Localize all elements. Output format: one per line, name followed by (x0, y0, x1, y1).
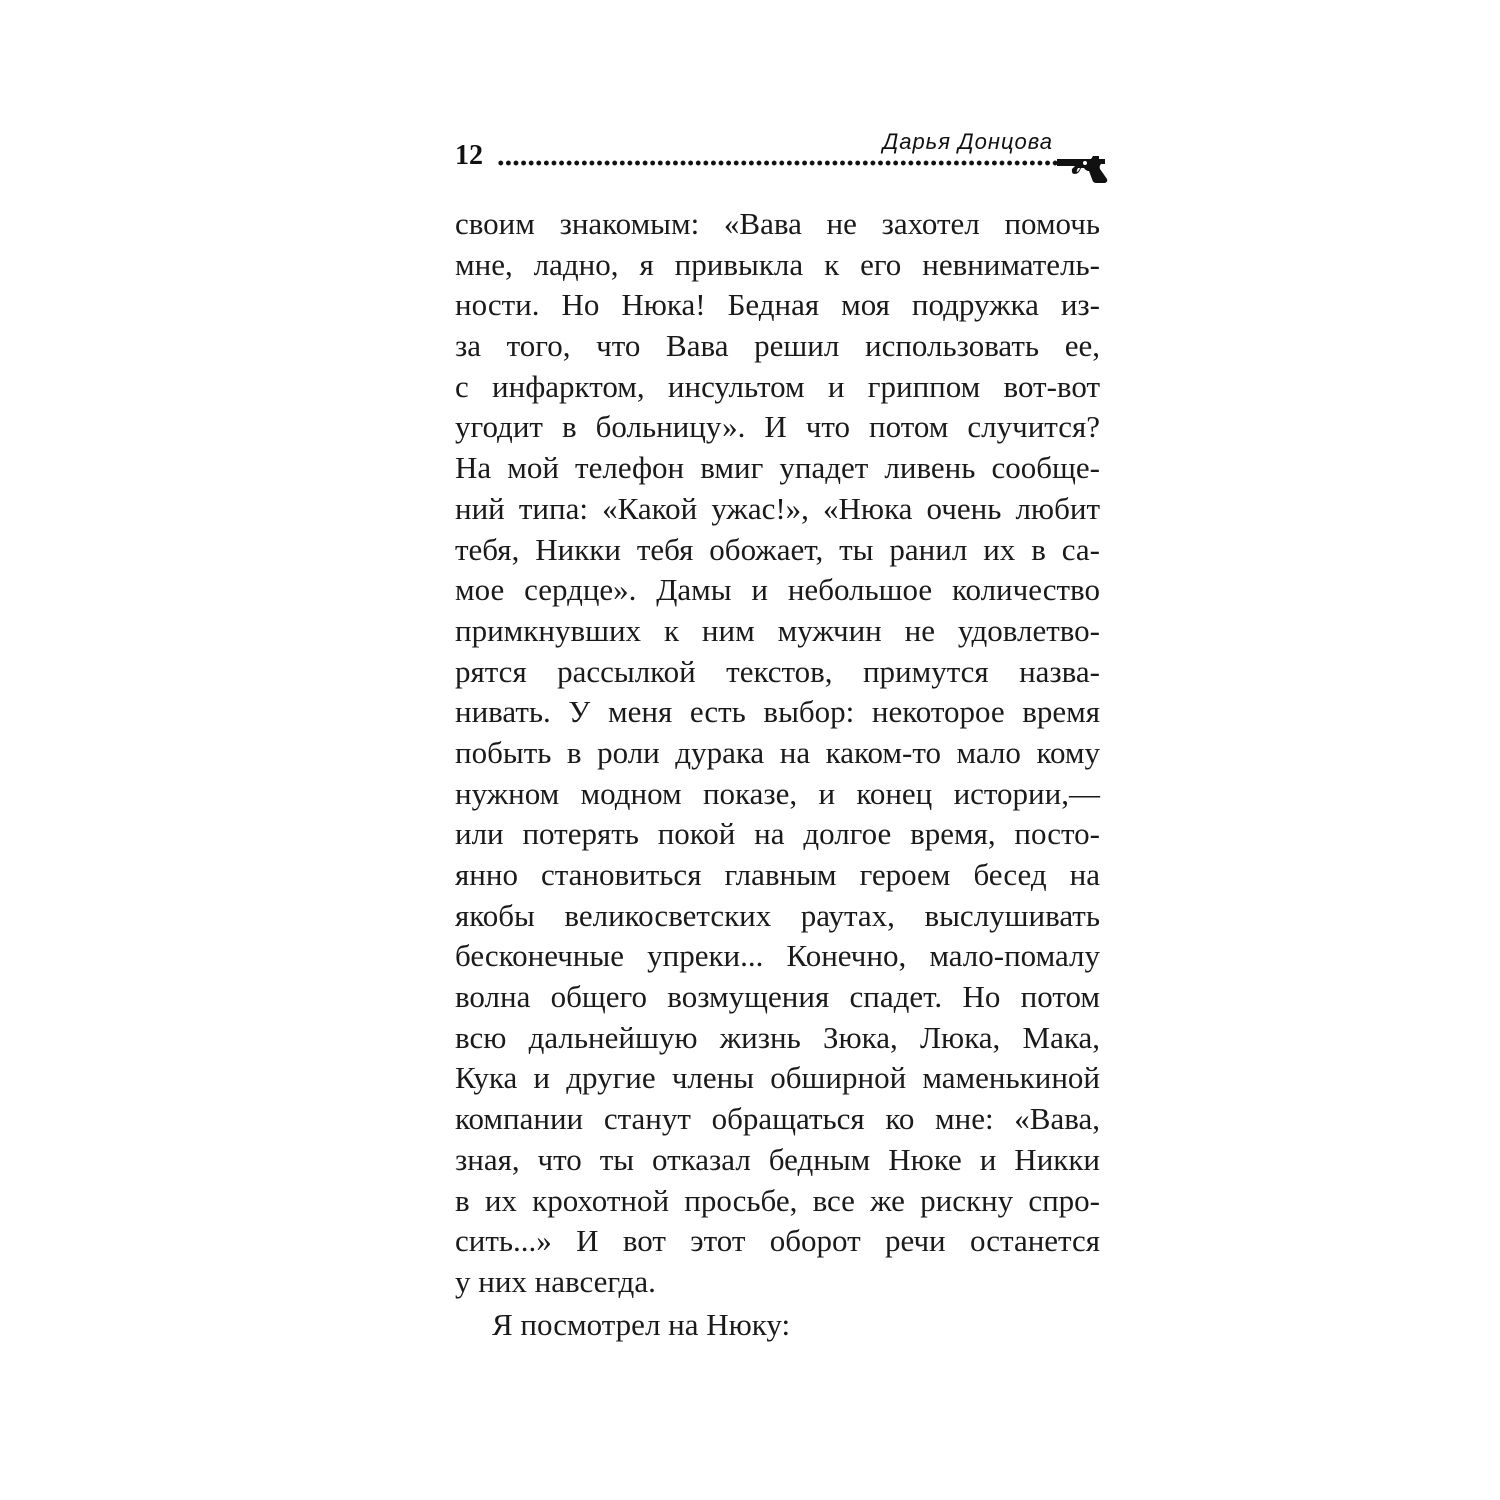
text-line: мне, ладно, я привыкла к его невниматель- (455, 246, 1100, 282)
paragraph-1 (455, 204, 1100, 1303)
text-line: волна общего возмущения спадет. Но потом (455, 979, 1100, 1015)
text-line: мое сердце». Дамы и небольшое количество (455, 572, 1100, 608)
text-line: На мой телефон вмиг упадет ливень сообще- (455, 450, 1100, 486)
author-name: Дарья Донцова (882, 129, 1053, 154)
text-line: сить...» И вот этот оборот речи останется (455, 1223, 1100, 1259)
running-header (455, 128, 1115, 188)
text-line: всю дальнейшую жизнь Зюка, Люка, Мака, (455, 1019, 1100, 1055)
text-line: нужном модном показе, и конец истории,— (455, 775, 1100, 811)
text-line: бесконечные упреки... Конечно, мало-помалу (455, 938, 1100, 974)
text-line: примкнувших к ним мужчин не удовлетво- (455, 612, 1100, 648)
text-line: ний типа: «Какой ужас!», «Нюка очень любит (455, 490, 1100, 526)
text-line: угодит в больницу». И что потом случится? (455, 409, 1100, 445)
text-line: тебя, Никки тебя обожает, ты ранил их в са- (455, 531, 1100, 567)
text-line: своим знакомым: «Вава не захотел помочь (455, 206, 1100, 241)
text-line: ности. Но Нюка! Бедная моя подружка из- (455, 287, 1100, 323)
text-line: янно становиться главным героем бесед на (455, 857, 1100, 892)
text-line: побыть в роли дурака на каком-то мало кому (455, 734, 1100, 770)
dotted-leader (497, 160, 1057, 166)
text-line: рятся рассылкой текстов, примутся назва- (455, 653, 1100, 689)
text-line: Кука и другие члены обширной маменькиной (455, 1060, 1100, 1096)
page-number: 12 (455, 140, 483, 171)
text-line: зная, что ты отказал бедным Нюке и Никки (455, 1141, 1100, 1177)
text-line: с инфарктом, инсультом и гриппом вот-вот (455, 368, 1100, 404)
paragraph-2: Я посмотрел на Нюку: (492, 1307, 791, 1342)
revolver-icon (1055, 152, 1113, 184)
text-line: в их крохотной просьбе, все же рискну спро- (455, 1182, 1100, 1218)
text-line: якобы великосветских раутах, выслушивать (455, 897, 1100, 933)
text-line: компании станут обращаться ко мне: «Вава, (455, 1101, 1100, 1137)
text-line: нивать. У меня есть выбор: некоторое время (455, 694, 1100, 730)
text-line: у них навсегда. (455, 1263, 656, 1299)
text-line: за того, что Вава решил использовать ее, (455, 328, 1100, 364)
text-line: или потерять покой на долгое время, посто- (455, 816, 1100, 852)
